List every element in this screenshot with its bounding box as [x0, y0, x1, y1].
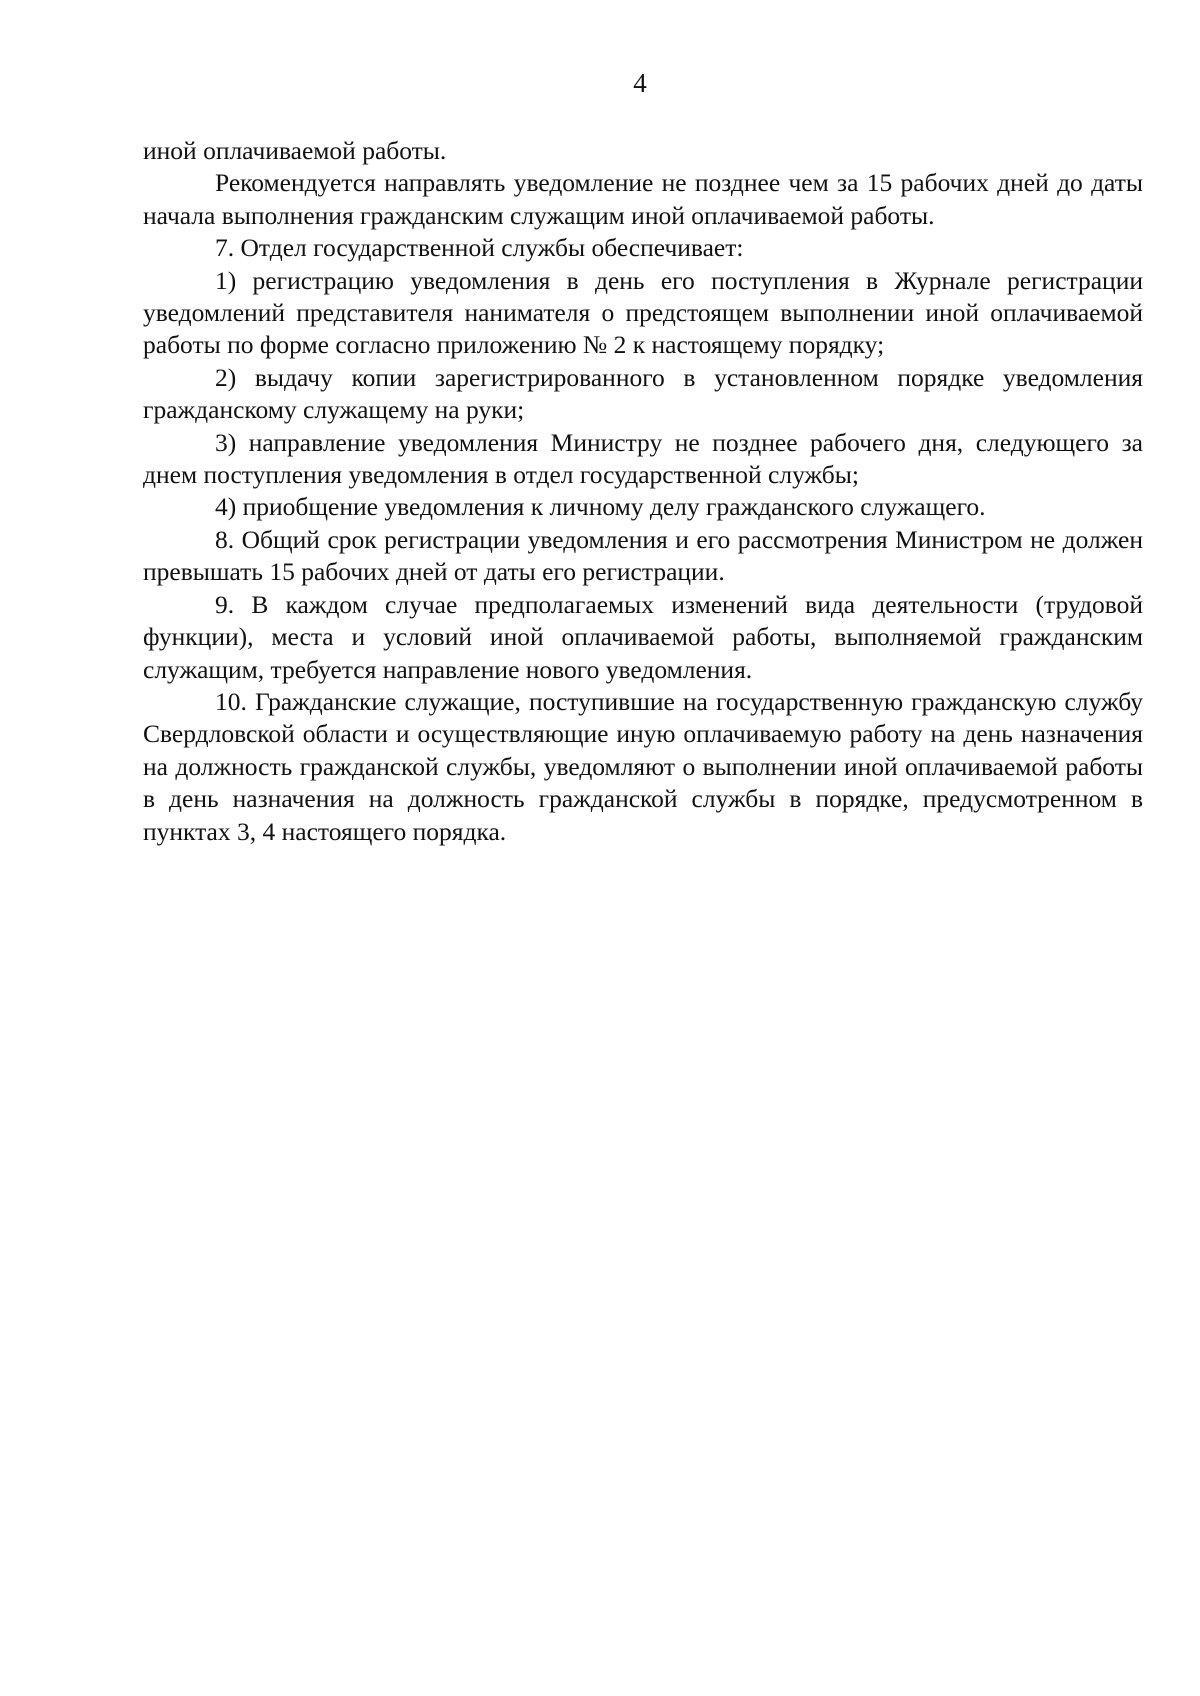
- paragraph-item-7: 7. Отдел государственной службы обеспечивает:: [215, 233, 744, 263]
- paragraph-subitem-2: 2) выдачу копии зарегистрированного в установленном порядке уведомления гражданскому служащему на руки;: [143, 362, 1143, 425]
- document-body: [143, 135, 1143, 848]
- paragraph-recommendation: Рекомендуется направлять уведомление не позднее чем за 15 рабочих дней до даты начала выполнения гражданским служащим иной оплачиваемой работы.: [143, 168, 1143, 230]
- paragraph-continuation: иной оплачиваемой работы.: [143, 136, 447, 165]
- paragraph-subitem-4: 4) приобщение уведомления к личному делу гражданского служащего.: [215, 492, 986, 522]
- page-number: 4: [633, 68, 647, 98]
- paragraph-subitem-3: 3) направление уведомления Министру не позднее рабочего дня, следующего за днем поступления уведомления в отдел государственной службы;: [143, 427, 1143, 490]
- paragraph-subitem-1: 1) регистрацию уведомления в день его поступления в Журнале регистрации уведомлений представителя нанимателя о предстоящем выполнении иной оплачиваемой работы по форме согласно приложению № 2 к настоящему порядку;: [143, 265, 1143, 360]
- paragraph-item-10: 10. Гражданские служащие, поступившие на государственную гражданскую службу Свердловской области и осуществляющие иную оплачиваемую работу на день назначения на должность гражданской службы, уведомляют о выполнении иной оплачиваемой работы в день назначения на должность гражданской службы в порядке, предусмотренном в пунктах 3, 4 настоящего порядка.: [143, 686, 1143, 846]
- paragraph-item-9: 9. В каждом случае предполагаемых изменений вида деятельности (трудовой функции), места и условий иной оплачиваемой работы, выполняемой гражданским служащим, требуется направление нового уведомления.: [143, 589, 1143, 684]
- paragraph-item-8: 8. Общий срок регистрации уведомления и его рассмотрения Министром не должен превышать 15 рабочих дней от даты его регистрации.: [143, 524, 1143, 587]
